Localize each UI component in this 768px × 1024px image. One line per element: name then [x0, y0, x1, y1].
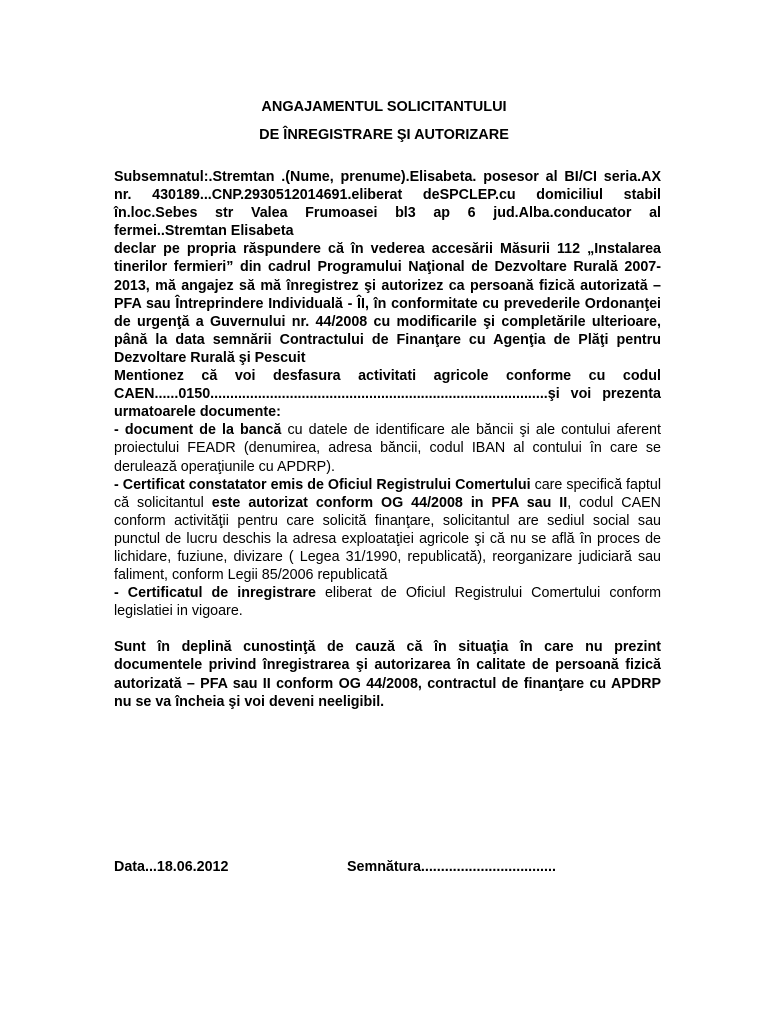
declaration-paragraph: declar pe propria răspundere că în vederea accesării Măsurii 112 „Instalarea tinerilor fermieri” din cadrul Programului Naţional de Dezvoltare Rurală 2007-2013, mă angajez să mă înregistrez şi autorizez ca persoană fizică autorizată – PFA sau Întreprindere Individuală - ÎI, în conformitate cu prevederile Ordonanţei de urgenţă a Guvernului nr. 44/2008 cu modificarile şi completările ulterioare, până la data semnării Contractului de Finanţare cu Agenţia de Plăţi pentru Dezvoltare Rurală şi Pescuit: [114, 241, 661, 366]
item-bank-title: - document de la bancă: [114, 422, 282, 439]
item-certificate-title: - Certificat constatator emis de Oficiul Registrului Comertului: [114, 476, 531, 493]
item-certificate-emphasis: este autorizat conform OG 44/2008 in PFA sau II: [211, 494, 568, 511]
date-line: Data...18.06.2012: [114, 859, 229, 875]
signature-line: Semnătura..................................: [347, 859, 556, 875]
document-item-registration: [114, 584, 661, 620]
document-title: ANGAJAMENTUL SOLICITANTULUI: [261, 99, 507, 115]
intro-paragraph: Subsemnatul:.Stremtan .(Nume, prenume).Elisabeta. posesor al BI/CI seria.AX nr. 430189...CNP.2930512014691.eliberat deSPCLEP.cu domiciliul stabil în.loc.Sebes str Valea Frumoasei bl3 ap 6 jud.Alba.conducator al fermei..Stremtan Elisabeta: [114, 169, 661, 240]
item-certificate-text-b: , codul CAEN conform activităţii pentru care solicită finanţare, solicitantul are sediul social sau punctul de lucru deschis la adresa exploataţiei agricole şi că nu se află în proces de lichidare, fuziune, divizare ( Legea 31/1990, republicată), reorganizare judiciară sau faliment, conform Legii 85/2006 republicată: [114, 494, 662, 584]
item-bank-text: cu datele de identificare ale băncii şi ale contului aferent proiectului FEADR (denumirea, adresa băncii, codul IBAN al contului în care se derulează operaţiunile cu APDRP).: [114, 422, 661, 475]
item-certificate-text-a: care specifică faptul că solicitantul: [114, 476, 662, 511]
final-paragraph: Sunt în deplină cunostinţă de cauză că în situaţia în care nu prezint documentele privind înregistrarea şi autorizarea în calitate de persoană fizică autorizată – PFA sau II conform OG 44/2008, contractul de finanţare cu APDRP nu se va încheia şi voi deveni neeligibil.: [114, 639, 661, 710]
item-registration-title: - Certificatul de inregistrare: [114, 585, 316, 602]
paragraph-spacer: [114, 620, 661, 638]
document-subtitle: DE ÎNREGISTRARE ŞI AUTORIZARE: [259, 127, 509, 143]
document-item-bank: [114, 421, 661, 475]
activity-paragraph: Mentionez că voi desfasura activitati agricole conforme cu codul CAEN......0150.....................................................................................şi voi prezenta urmatoarele documente:: [114, 368, 661, 421]
document-body: [114, 168, 661, 711]
item-registration-text: eliberat de Oficiul Registrului Comertului conform legislatiei in vigoare.: [114, 585, 661, 620]
document-item-certificate: [114, 476, 661, 585]
